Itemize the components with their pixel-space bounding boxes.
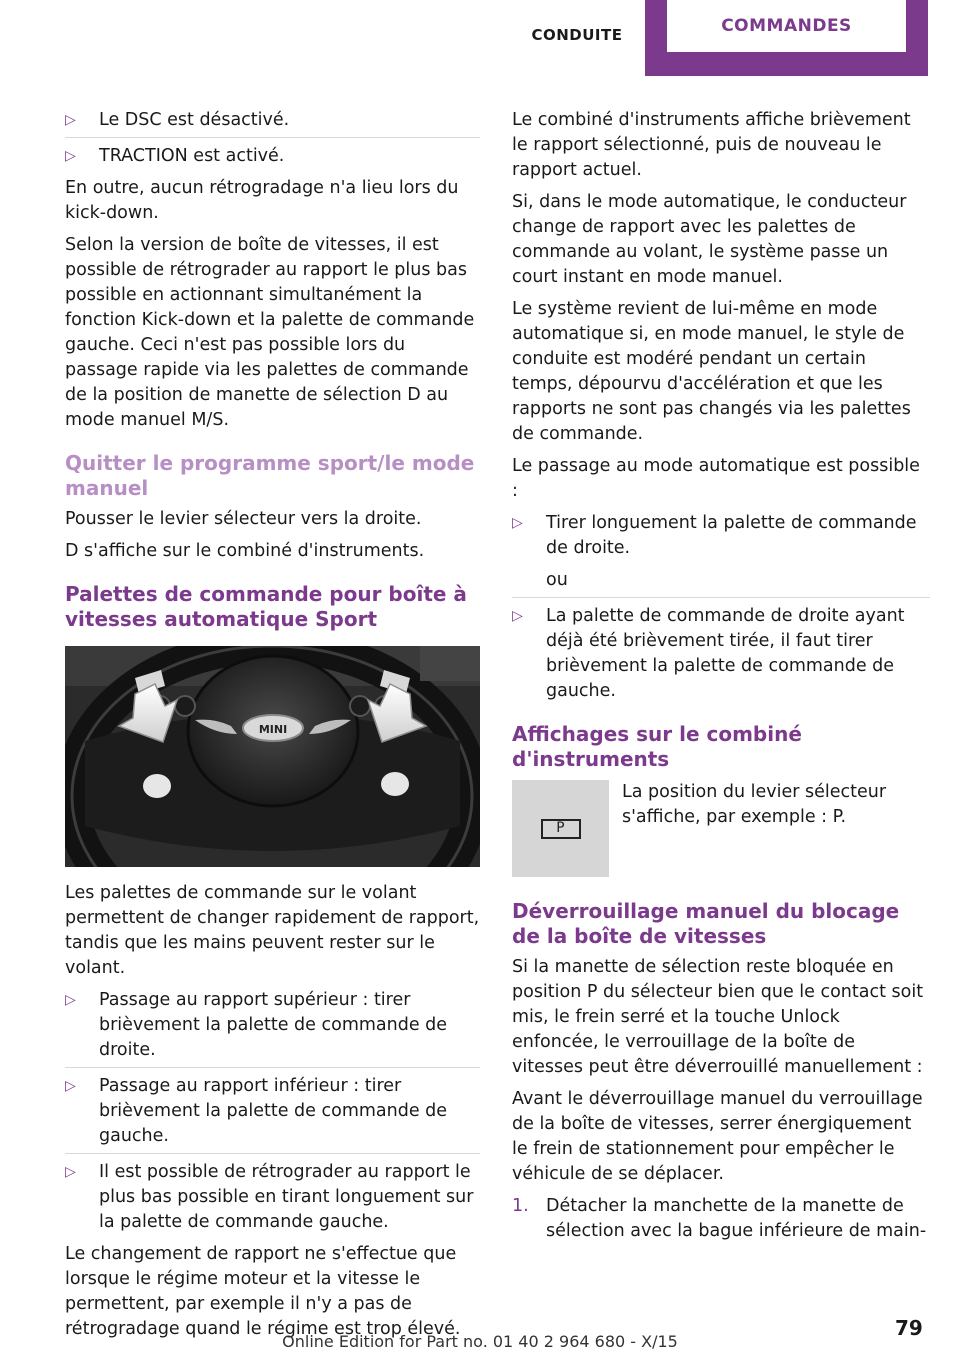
list-item-text: Tirer longuement la palette de commande de droite.	[546, 513, 917, 558]
paragraph: D s'affiche sur le combiné d'instruments.	[65, 541, 425, 561]
left-column	[65, 108, 480, 1349]
triangle-bullet-icon: ▷	[65, 1164, 76, 1180]
list-item-text: Passage au rapport supérieur : tirer brièvement la palette de commande de droite.	[99, 990, 448, 1060]
paragraph: Les palettes de commande sur le volant permettent de changer rapidement de rapport, tandis que les mains peuvent rester sur le volant.	[65, 883, 480, 978]
list-item	[65, 1074, 480, 1154]
numbered-step	[512, 1194, 930, 1244]
section-heading-quit-sport: Quitter le programme sport/le mode manuel	[65, 451, 475, 500]
step-number: 1.	[512, 1196, 529, 1216]
section-heading-paddles: Palettes de commande pour boîte à vitesses automatique Sport	[65, 582, 467, 631]
list-item	[65, 108, 480, 138]
list-item	[512, 511, 930, 561]
triangle-bullet-icon: ▷	[65, 112, 76, 128]
section-heading-manual-unlock: Déverrouillage manuel du blocage de la boîte de vitesses	[512, 899, 900, 948]
paragraph: Si la manette de sélection reste bloquée en position P du sélecteur bien que le contact soit mis, le frein serré et la touche Unlock enfoncée, le verrouillage de la boîte de vitesses peut être déverrouillé manuellement :	[512, 957, 924, 1077]
list-item	[512, 604, 930, 704]
footer-text: Online Edition for Part no. 01 40 2 964 680 - X/15	[282, 1332, 678, 1351]
list-item	[65, 144, 480, 169]
chapter-tab-label: COMMANDES	[667, 0, 906, 52]
list-item-text: Le DSC est désactivé.	[99, 110, 290, 130]
paragraph: Pousser le levier sélecteur vers la droite.	[65, 509, 422, 529]
paragraph: Si, dans le mode automatique, le conducteur change de rapport avec les palettes de commande au volant, le système passe un court instant en mode manuel.	[512, 192, 907, 287]
paragraph: Le combiné d'instruments affiche brièvement le rapport sélectionné, puis de nouveau le rapport actuel.	[512, 110, 911, 180]
step-text: Détacher la manchette de la manette de sélection avec la bague inférieure de main-	[546, 1196, 927, 1241]
footer	[0, 1332, 960, 1351]
paragraph: Le passage au mode automatique est possible :	[512, 456, 920, 501]
paragraph: En outre, aucun rétrogradage n'a lieu lors du kick-down.	[65, 178, 459, 223]
mini-logo: MINI	[258, 723, 288, 736]
triangle-bullet-icon: ▷	[512, 608, 523, 624]
paragraph: Le changement de rapport ne s'effectue que lorsque le régime moteur et la vitesse le permettent, par exemple il n'y a pas de rétrogradage quand le régime est trop élevé.	[65, 1244, 461, 1339]
steering-wheel-photo	[65, 646, 480, 867]
display-example	[512, 780, 930, 877]
instrument-display-image	[512, 780, 609, 877]
list-item-text: La palette de commande de droite ayant déjà été brièvement tirée, il faut tirer brièvement la palette de commande de gauche.	[546, 606, 905, 701]
triangle-bullet-icon: ▷	[512, 515, 523, 531]
triangle-bullet-icon: ▷	[65, 992, 76, 1008]
paragraph: Selon la version de boîte de vitesses, il est possible de rétrograder au rapport le plus bas possible en actionnant simultanément la fonction Kick-down et la palette de commande gauche. Ceci n'est pas possible lors du passage rapide via les palettes de commande de la position de manette de sélection D au mode manuel M/S.	[65, 235, 475, 430]
section-heading-displays: Affichages sur le combiné d'instruments	[512, 722, 802, 771]
chapter-tab[interactable]	[645, 0, 928, 76]
display-caption: La position du levier sélecteur s'affiche, par exemple : P.	[622, 782, 887, 827]
list-item	[65, 1160, 480, 1235]
right-column	[512, 108, 930, 1251]
section-tab[interactable]: CONDUITE	[531, 26, 623, 44]
paragraph: Le système revient de lui-même en mode automatique si, en mode manuel, le style de conduite est modéré pendant un certain temps, dépourvu d'accélération et que les rapports ne sont pas changés via les palettes de commande.	[512, 299, 911, 444]
list-item	[65, 988, 480, 1068]
triangle-bullet-icon: ▷	[65, 148, 76, 164]
triangle-bullet-icon: ▷	[65, 1078, 76, 1094]
page-number: 79	[895, 1316, 923, 1340]
list-item-text: Passage au rapport inférieur : tirer brièvement la palette de commande de gauche.	[99, 1076, 448, 1146]
or-separator: ou	[512, 568, 930, 598]
paragraph: Avant le déverrouillage manuel du verrouillage de la boîte de vitesses, serrer énergiquement le frein de stationnement pour empêcher le véhicule de se déplacer.	[512, 1089, 923, 1184]
list-item-text: TRACTION est activé.	[99, 146, 285, 166]
gear-p-indicator: P	[541, 819, 581, 839]
list-item-text: Il est possible de rétrograder au rapport le plus bas possible en tirant longuement sur la palette de commande gauche.	[99, 1162, 474, 1232]
steering-wheel-illustration	[65, 646, 480, 867]
